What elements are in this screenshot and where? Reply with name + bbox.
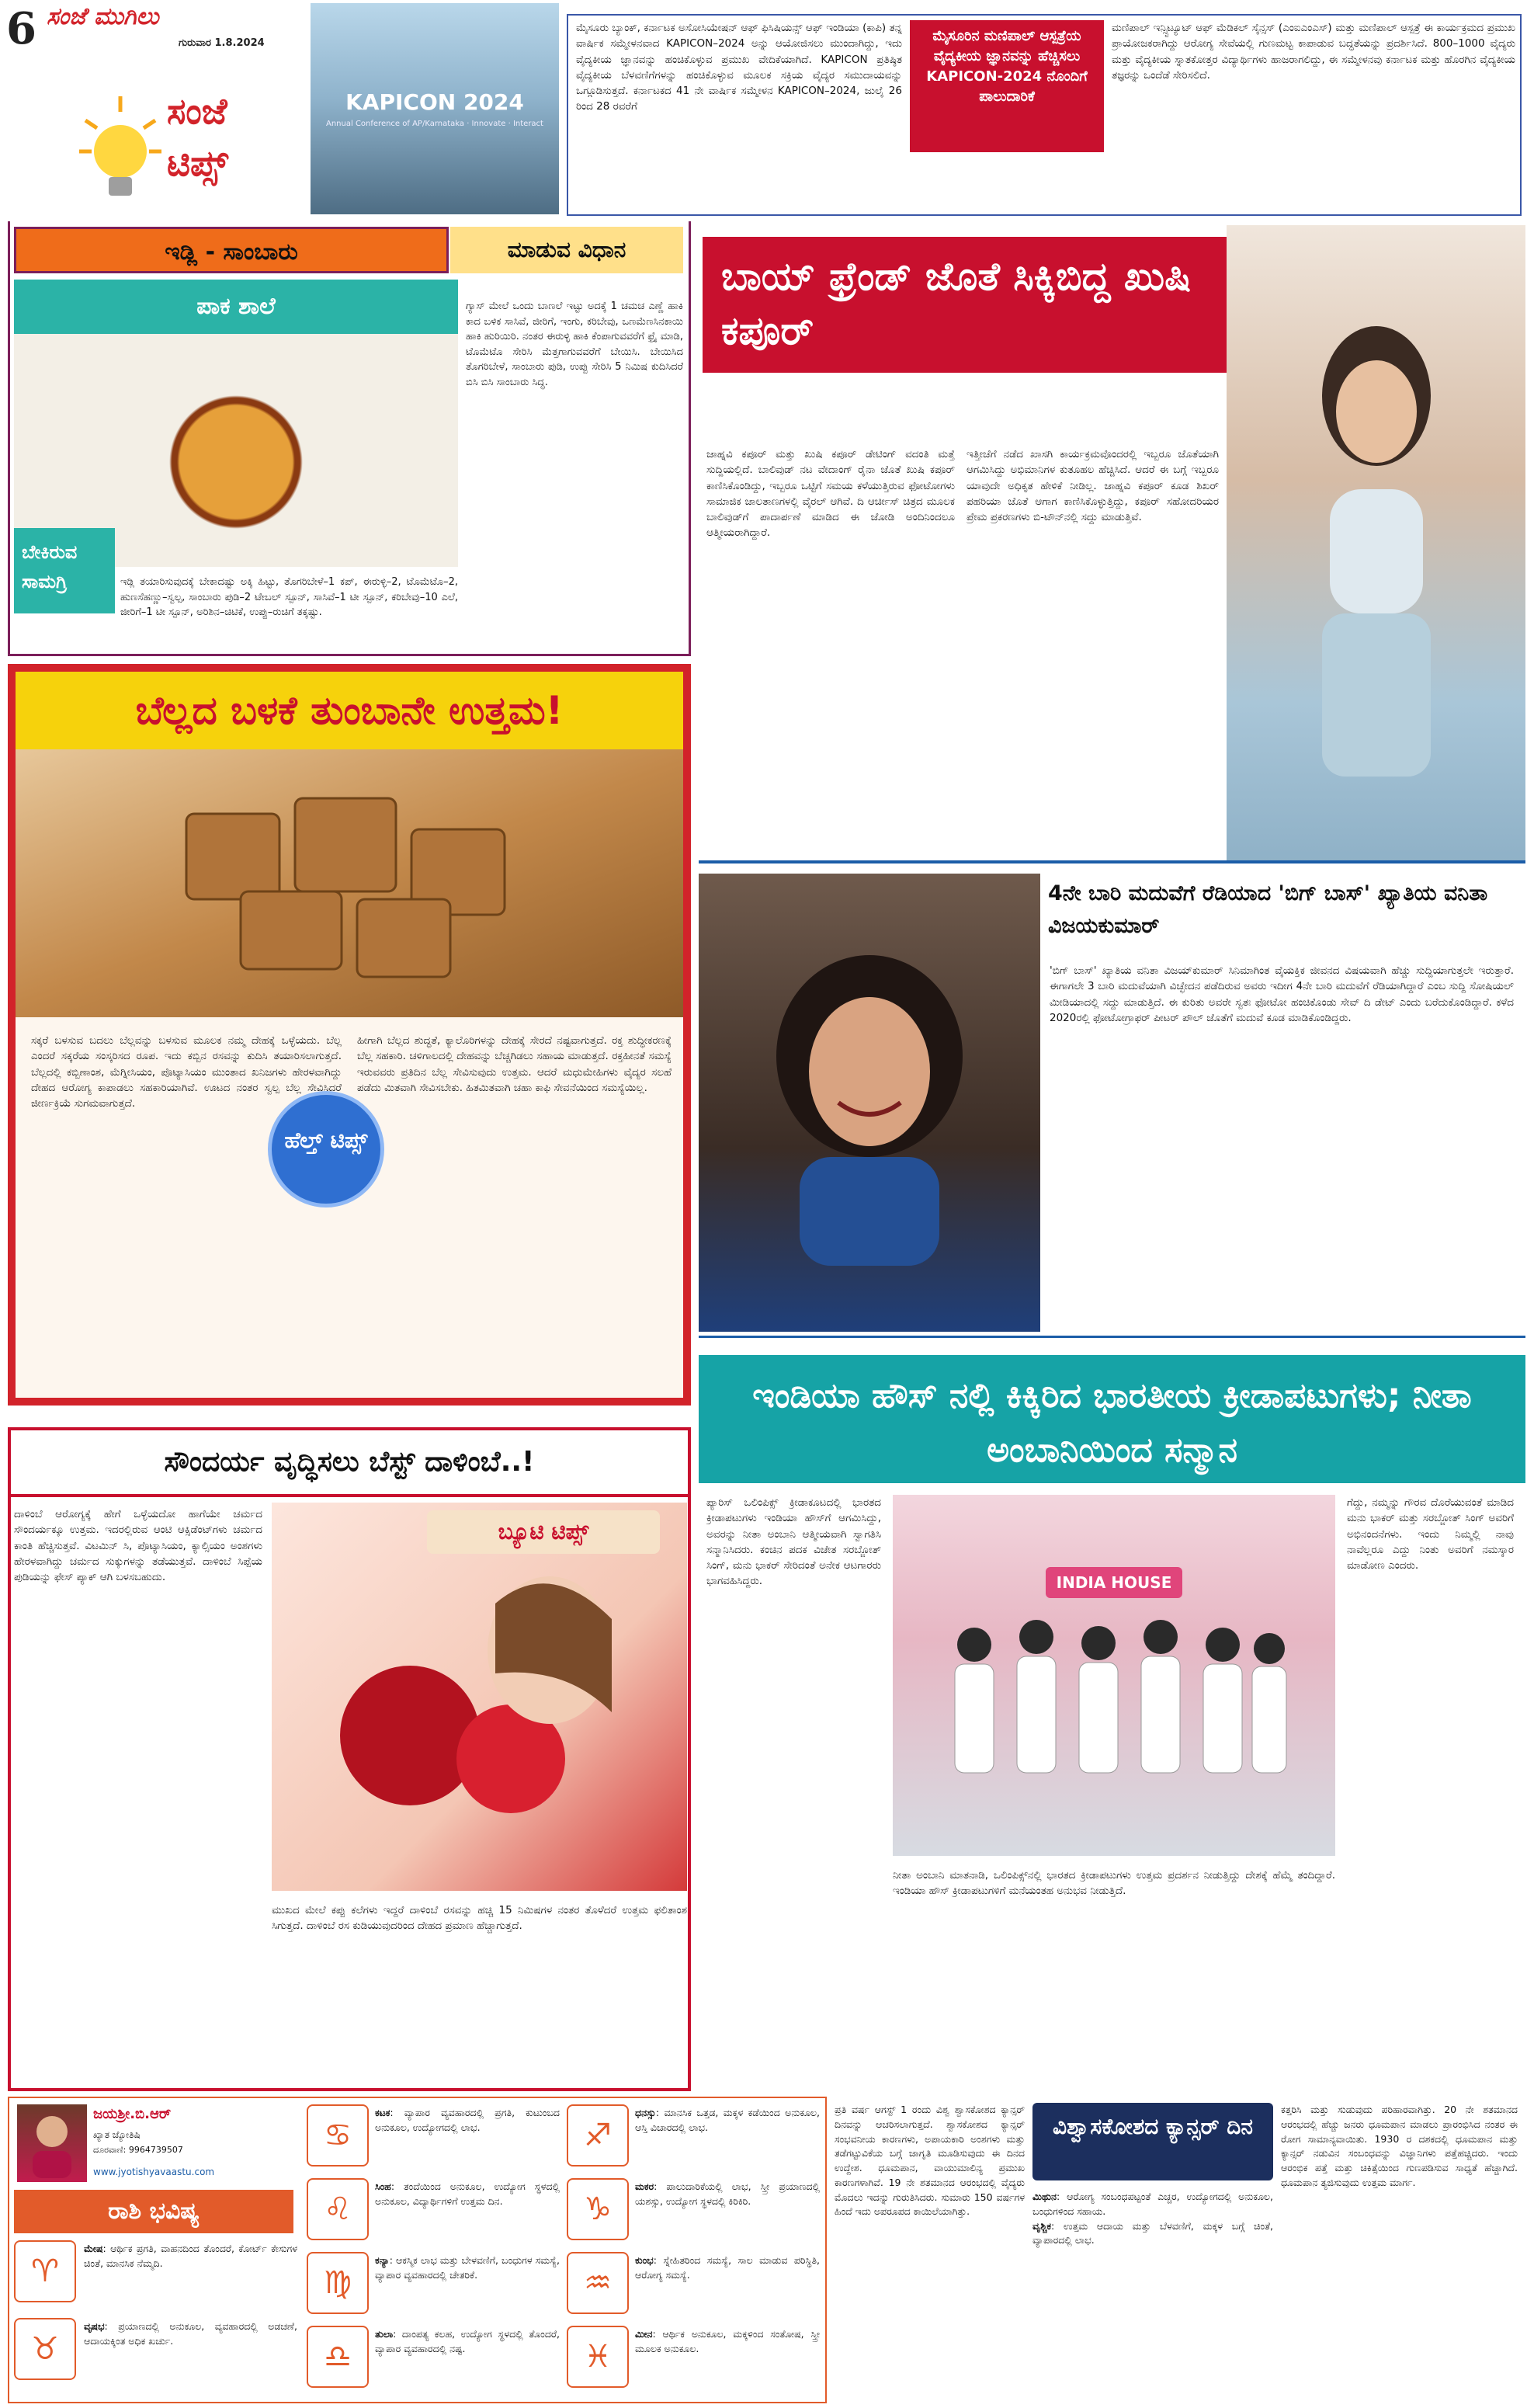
astrologer-avatar bbox=[17, 2104, 87, 2182]
section-title: ಸಂಜೆ ಟಿಪ್ಸ್ bbox=[167, 90, 228, 184]
astrologer-phone: ದೂರವಾಣಿ: 9964739507 bbox=[93, 2145, 183, 2155]
idli-ingredients: ಇಡ್ಲಿ ತಯಾರಿಸುವುದಕ್ಕೆ ಬೇಕಾದಷ್ಟು ಅಕ್ಕಿ ಹಿಟ್ಟು, ತೊಗರಿಬೇಳೆ–1 ಕಪ್, ಈರುಳ್ಳಿ–2, ಟೊಮೆಟೊ–2, ಹುಣಸೆಹಣ್ಣು–ಸ್ವಲ್ಪ, ಸಾಂಬಾರು ಪುಡಿ–2 ಟೇಬಲ್ ಸ್ಪೂನ್, ಸಾಸಿವೆ–1 ಟೀ ಸ್ಪೂನ್, ಕರಿಬೇವು–10 ಎಲೆ, ಜೀರಿಗೆ–1 ಟೀ ಸ್ಪೂನ್, ಅರಿಶಿನ–ಚಿಟಿಕೆ, ಉಪ್ಪು–ರುಚಿಗೆ ತಕ್ಕಷ್ಟು. bbox=[120, 576, 458, 618]
sign-leo bbox=[307, 2178, 563, 2250]
libra-text: ತುಲಾ: ದಾಂಪತ್ಯ ಕಲಹ, ಉದ್ಯೋಗ ಸ್ಥಳದಲ್ಲಿ ತೊಂದರೆ, ವ್ಯಾಪಾರ ವ್ಯವಹಾರದಲ್ಲಿ ನಷ್ಟ. bbox=[375, 2328, 560, 2354]
virgo-text: ಕನ್ಯಾ: ಆಕಸ್ಮಿಕ ಲಾಭ ಮತ್ತು ಬೇಳವಣಿಗೆ, ಬಂಧುಗಳ ಸಮಸ್ಯೆ, ವ್ಯಾಪಾರ ವ್ಯವಹಾರದಲ್ಲಿ ಚೇತರಿಕೆ. bbox=[375, 2254, 560, 2281]
health-tips-badge: ಹೆಲ್ತ್ ಟಿಪ್ಸ್ bbox=[268, 1091, 384, 1207]
pomegranate-headline: ಸೌಂದರ್ಯ ವೃದ್ಧಿಸಲು ಬೆಸ್ಟ್ ದಾಳಿಂಬೆ..! bbox=[8, 1427, 691, 1497]
sign-pisces bbox=[567, 2326, 823, 2397]
cancer-text: ಕಟಕ: ವ್ಯಾಪಾರ ವ್ಯವಹಾರದಲ್ಲಿ ಪ್ರಗತಿ, ಕುಟುಂಬದ ಅನುಕೂಲ, ಉದ್ಯೋಗದಲ್ಲಿ ಲಾಭ. bbox=[375, 2107, 560, 2133]
kapicon-headline: ಮೈಸೂರಿನ ಮಣಿಪಾಲ್ ಆಸ್ಪತ್ರೆಯ ವೈದ್ಯಕೀಯ ಜ್ಞಾನವನ್ನು ಹೆಚ್ಚಿಸಲು KAPICON-2024 ನೊಂದಿಗೆ ಪಾಲುದಾರಿಕೆ bbox=[910, 20, 1104, 152]
idli-title: ಇಡ್ಲಿ - ಸಾಂಬಾರು bbox=[14, 227, 449, 273]
idli-border bbox=[8, 221, 691, 656]
gemini-text: ಮಿಥುನ: ಆರೋಗ್ಯ ಸಂಬಂಧಪಟ್ಟಂತೆ ಎಚ್ಚರ, ಉದ್ಯೋಗದಲ್ಲಿ ಅನುಕೂಲ, ಬಂಧುಗಳಿಂದ ಸಹಾಯ. bbox=[1032, 2191, 1273, 2217]
jaggery-photo bbox=[16, 749, 683, 1017]
aries-text: ಮೇಷ: ಆರ್ಥಿಕ ಪ್ರಗತಿ, ವಾಹನದಿಂದ ತೊಂದರೆ, ಕೋರ್ಟ್ ಕೇಸುಗಳ ಚಿಂತೆ, ಮಾನಸಿಕ ನೆಮ್ಮದಿ. bbox=[84, 2243, 297, 2269]
khushi-photo bbox=[1227, 225, 1525, 862]
sign-virgo bbox=[307, 2252, 563, 2323]
idli-method: ಗ್ಯಾಸ್ ಮೇಲೆ ಒಂದು ಬಾಣಲೆ ಇಟ್ಟು ಅದಕ್ಕೆ 1 ಚಮಚ ಎಣ್ಣೆ ಹಾಕಿ ಕಾದ ಬಳಿಕ ಸಾಸಿವೆ, ಜೀರಿಗೆ, ಇಂಗು, ಕರಿಬೇವು, ಒಣಮೆಣಸಿನಕಾಯಿ ಹಾಕಿ ಹುರಿಯಿರಿ. ನಂತರ ಈರುಳ್ಳಿ ಹಾಕಿ ಕೆಂಪಾಗುವವರೆಗೆ ಫ್ರೈ ಮಾಡಿ, ಟೊಮೆಟೊ ಸೇರಿಸಿ ಮೆತ್ತಗಾಗುವವರೆಗೆ ಬೇಯಿಸಿ. ಬೇಯಿಸಿದ ತೊಗರಿಬೇಳೆ, ಸಾಂಬಾರು ಪುಡಿ, ಉಪ್ಪು ಸೇರಿಸಿ 5 ನಿಮಿಷ ಕುದಿಸಿದರೆ ಬಿಸಿ ಬಿಸಿ ಸಾಂಬಾರು ಸಿದ್ಧ. bbox=[466, 301, 683, 388]
india-house-col-1: ಪ್ಯಾರಿಸ್ ಒಲಿಂಪಿಕ್ಸ್ ಕ್ರೀಡಾಕೂಟದಲ್ಲಿ ಭಾರತದ ಕ್ರೀಡಾಪಟುಗಳು ಇಂಡಿಯಾ ಹೌಸ್‌ಗೆ ಆಗಮಿಸಿದ್ದು, ಅವರನ್ನು ನೀತಾ ಅಂಬಾನಿ ಆತ್ಮೀಯವಾಗಿ ಸ್ವಾಗತಿಸಿ ಸನ್ಮಾನಿಸಿದರು. ಕಂಚಿನ ಪದಕ ವಿಜೇತ ಸರಬ್ಜೋತ್ ಸಿಂಗ್, ಮನು ಭಾಕರ್ ಸೇರಿದಂತೆ ಅನೇಕ ಆಟಗಾರರು ಭಾಗವಹಿಸಿದ್ದರು. bbox=[706, 1496, 881, 1588]
banner-text: KAPICON 2024 bbox=[345, 89, 524, 115]
pomegranate-under-photo: ಮುಖದ ಮೇಲೆ ಕಪ್ಪು ಕಲೆಗಳು ಇದ್ದರೆ ದಾಳಿಂಬೆ ರಸವನ್ನು ಹಚ್ಚಿ 15 ನಿಮಿಷಗಳ ನಂತರ ತೊಳೆದರೆ ಉತ್ತಮ ಫಲಿತಾಂಶ ಸಿಗುತ್ತದೆ. ದಾಳಿಂಬೆ ರಸ ಕುಡಿಯುವುದರಿಂದ ದೇಹದ ಪ್ರಮಾಣ ಹೆಚ್ಚಾಗುತ್ತದೆ. bbox=[272, 1904, 687, 1933]
virgo-icon: ♍ bbox=[307, 2252, 369, 2314]
pisces-icon: ♓ bbox=[567, 2326, 629, 2388]
pomegranate-col: ದಾಳಿಂಬೆ ಆರೋಗ್ಯಕ್ಕೆ ಹೇಗೆ ಒಳ್ಳೆಯದೋ ಹಾಗೆಯೇ ಚರ್ಮದ ಸೌಂದರ್ಯಕ್ಕೂ ಉತ್ತಮ. ಇದರಲ್ಲಿರುವ ಆಂಟಿ ಆಕ್ಸಿಡೆಂಟ್‌ಗಳು ಚರ್ಮದ ಕಾಂತಿ ಹೆಚ್ಚಿಸುತ್ತವೆ. ವಿಟಮಿನ್ ಸಿ, ಪೊಟ್ಯಾಸಿಯಂ, ಕ್ಯಾಲ್ಸಿಯಂ ಅಂಶಗಳು ಹೇರಳವಾಗಿದ್ದು ಚರ್ಮದ ಸುಕ್ಕುಗಳನ್ನು ತಡೆಯುತ್ತವೆ. ದಾಳಿಂಬೆ ಸಿಪ್ಪೆಯ ಪುಡಿಯನ್ನು ಫೇಸ್ ಪ್ಯಾಕ್ ಆಗಿ ಬಳಸಬಹುದು. bbox=[14, 1508, 262, 1583]
issue-date: ಗುರುವಾರ 1.8.2024 bbox=[179, 37, 265, 49]
aquarius-icon: ♒ bbox=[567, 2252, 629, 2314]
sign-libra bbox=[307, 2326, 563, 2397]
kapicon-event-photo bbox=[311, 3, 559, 214]
jaggery-col-2: ಹೀಗಾಗಿ ಬೆಲ್ಲದ ಶುದ್ಧತೆ, ಕ್ಯಾಲೊರಿಗಳನ್ನು ದೇಹಕ್ಕೆ ಸೇರದೆ ನಷ್ಟವಾಗುತ್ತದೆ. ರಕ್ತ ಶುದ್ಧೀಕರಣಕ್ಕೆ ಬೆಲ್ಲ ಸಹಕಾರಿ. ಚಳಿಗಾಲದಲ್ಲಿ ದೇಹವನ್ನು ಬೆಚ್ಚಗಿಡಲು ಸಹಾಯ ಮಾಡುತ್ತದೆ. ರಕ್ತಹೀನತೆ ಸಮಸ್ಯೆ ಇರುವವರು ಪ್ರತಿದಿನ ಬೆಲ್ಲ ಸೇವಿಸುವುದು ಉತ್ತಮ. ಆದರೆ ಮಧುಮೇಹಿಗಳು ವೈದ್ಯರ ಸಲಹೆ ಪಡೆದು ಮಿತವಾಗಿ ಸೇವಿಸಬೇಕು. ಹಿತಮಿತವಾಗಿ ಚಹಾ ಕಾಫಿ ಸೇವನೆಯಿಂದ ಸಮಸ್ಯೆಯಿಲ್ಲ. bbox=[357, 1034, 672, 1094]
horoscope-title: ರಾಶಿ ಭವಿಷ್ಯ bbox=[14, 2190, 293, 2233]
khushi-col-2: ಇತ್ತೀಚೆಗೆ ನಡೆದ ಖಾಸಗಿ ಕಾರ್ಯಕ್ರಮವೊಂದರಲ್ಲಿ ಇಬ್ಬರೂ ಜೊತೆಯಾಗಿ ಆಗಮಿಸಿದ್ದು ಅಭಿಮಾನಿಗಳ ಕುತೂಹಲ ಹೆಚ್ಚಿಸಿದೆ. ಆದರೆ ಈ ಬಗ್ಗೆ ಇಬ್ಬರೂ ಯಾವುದೇ ಅಧಿಕೃತ ಹೇಳಿಕೆ ನೀಡಿಲ್ಲ. ಜಾಹ್ನವಿ ಕಪೂರ್ ಕೂಡ ಶಿಖರ್ ಪಹರಿಯಾ ಜೊತೆ ಆಗಾಗ ಕಾಣಿಸಿಕೊಳ್ಳುತ್ತಿದ್ದು, ಕಪೂರ್ ಸಹೋದರಿಯರ ಪ್ರೇಮ ಪ್ರಕರಣಗಳು ಬಿ-ಟೌನ್‌ನಲ್ಲಿ ಸದ್ದು ಮಾಡುತ್ತಿವೆ. bbox=[967, 448, 1219, 523]
bulb-icon bbox=[78, 93, 163, 202]
leo-text: ಸಿಂಹ: ತಂದೆಯಿಂದ ಅನುಕೂಲ, ಉದ್ಯೋಗ ಸ್ಥಳದಲ್ಲಿ ಅನುಕೂಲ, ವಿದ್ಯಾರ್ಥಿಗಳಿಗೆ ಉತ್ತಮ ದಿನ. bbox=[375, 2180, 560, 2207]
jaggery-headline: ಬೆಲ್ಲದ ಬಳಕೆ ತುಂಬಾನೇ ಉತ್ತಮ! bbox=[16, 672, 683, 749]
khushi-headline: ಬಾಯ್ ಫ್ರೆಂಡ್ ಜೊತೆ ಸಿಕ್ಕಿಬಿದ್ದ ಖುಷಿ ಕಪೂರ್ bbox=[703, 237, 1246, 373]
ingredients-label: ಬೇಕಿರುವ ಸಾಮಗ್ರಿ bbox=[14, 528, 115, 613]
cancer-headline: ವಿಶ್ವಾಸಕೋಶದ ಕ್ಯಾನ್ಸರ್ ದಿನ bbox=[1032, 2103, 1273, 2180]
india-house-under-photo: ನೀತಾ ಅಂಬಾನಿ ಮಾತನಾಡಿ, ಒಲಿಂಪಿಕ್ಸ್‌ನಲ್ಲಿ ಭಾರತದ ಕ್ರೀಡಾಪಟುಗಳು ಉತ್ತಮ ಪ್ರದರ್ಶನ ನೀಡುತ್ತಿದ್ದು ದೇಶಕ್ಕೆ ಹೆಮ್ಮೆ ತಂದಿದ್ದಾರೆ. ಇಂಡಿಯಾ ಹೌಸ್ ಕ್ರೀಡಾಪಟುಗಳಿಗೆ ಮನೆಯಂತಹ ಅನುಭವ ನೀಡುತ್ತಿದೆ. bbox=[893, 1869, 1335, 1898]
taurus-text: ವೃಷಭ: ಪ್ರಯಾಣದಲ್ಲಿ ಅನುಕೂಲ, ವ್ಯವಹಾರದಲ್ಲಿ ಅಡಚಣೆ, ಆದಾಯಕ್ಕಿಂತ ಅಧಿಕ ಖರ್ಚು. bbox=[84, 2320, 297, 2347]
idli-method-title: ಮಾಡುವ ವಿಧಾನ bbox=[450, 227, 683, 273]
aquarius-text: ಕುಂಭ: ಸ್ನೇಹಿತರಿಂದ ಸಮಸ್ಯೆ, ಸಾಲ ಮಾಡುವ ಪರಿಸ್ಥಿತಿ, ಆರೋಗ್ಯ ಸಮಸ್ಯೆ. bbox=[635, 2254, 820, 2281]
astrologer-role: ಖ್ಯಾತ ಜ್ಯೋತಿಷಿ bbox=[93, 2129, 141, 2140]
leo-icon: ♌ bbox=[307, 2178, 369, 2240]
sagittarius-icon: ♐ bbox=[567, 2104, 629, 2167]
cancer-col-mid bbox=[1032, 2190, 1273, 2399]
aries-icon: ♈ bbox=[14, 2240, 76, 2302]
kapicon-col-3: ಮಣಿಪಾಲ್ ಇನ್ಸ್ಟಿಟ್ಯೂಟ್ ಆಫ್ ಮೆಡಿಕಲ್ ಸೈನ್ಸಸ್ (ಎಂಐಎಂಎಸ್) ಮತ್ತು ಮಣಿಪಾಲ್ ಆಸ್ಪತ್ರೆ ಈ ಕಾರ್ಯಕ್ರಮದ ಪ್ರಮುಖ ಪ್ರಾಯೋಜಕರಾಗಿದ್ದು ಆರೋಗ್ಯ ಸೇವೆಯಲ್ಲಿ ಗುಣಮಟ್ಟ ಕಾಪಾಡುವ ಬದ್ಧತೆಯನ್ನು ಪ್ರದರ್ಶಿಸಿದೆ. 800–1000 ವೈದ್ಯರು ಮತ್ತು ವೈದ್ಯಕೀಯ ಸ್ನಾತಕೋತ್ತರ ವಿದ್ಯಾರ್ಥಿಗಳು ಹಾಜರಾಗಲಿದ್ದು, ಈ ಸಮ್ಮೇಳನವು ಕರ್ನಾಟಕ ಮತ್ತು ಹೊರಗಿನ ವೈದ್ಯಕೀಯ ತಜ್ಞರನ್ನು ಒಂದೆಡೆ ಸೇರಿಸಲಿದೆ. bbox=[1112, 22, 1515, 82]
sign-aries bbox=[14, 2240, 301, 2312]
vanitha-photo bbox=[699, 874, 1040, 1332]
taurus-icon: ♉ bbox=[14, 2318, 76, 2380]
cancer-col-1: ಪ್ರತಿ ವರ್ಷ ಆಗಸ್ಟ್ 1 ರಂದು ವಿಶ್ವ ಶ್ವಾಸಕೋಶದ ಕ್ಯಾನ್ಸರ್ ದಿನವನ್ನು ಆಚರಿಸಲಾಗುತ್ತದೆ. ಶ್ವಾಸಕೋಶದ ಕ್ಯಾನ್ಸರ್ ಸಂಭವನೀಯ ಕಾರಣಗಳು, ಅಪಾಯಕಾರಿ ಅಂಶಗಳು ಮತ್ತು ತಡೆಗಟ್ಟುವಿಕೆಯ ಬಗ್ಗೆ ಜಾಗೃತಿ ಮೂಡಿಸುವುದು ಈ ದಿನದ ಉದ್ದೇಶ. ಧೂಮಪಾನ, ವಾಯುಮಾಲಿನ್ಯ ಪ್ರಮುಖ ಕಾರಣಗಳಾಗಿವೆ. 19 ನೇ ಶತಮಾನದ ಆರಂಭದಲ್ಲಿ ವೈದ್ಯರು ಮೊದಲು ಇದನ್ನು ಗುರುತಿಸಿದರು. ಸುಮಾರು 150 ವರ್ಷಗಳ ಹಿಂದೆ ಇದು ಅಪರೂಪದ ಕಾಯಿಲೆಯಾಗಿತ್ತು. bbox=[835, 2104, 1025, 2218]
sign-aquarius bbox=[567, 2252, 823, 2323]
sign-cancer bbox=[307, 2104, 563, 2176]
capricorn-text: ಮಕರ: ಪಾಲುದಾರಿಕೆಯಲ್ಲಿ ಲಾಭ, ಸ್ತ್ರೀ ಪ್ರಯಾಣದಲ್ಲಿ ಯಶಸ್ಸು, ಉದ್ಯೋಗ ಸ್ಥಳದಲ್ಲಿ ಕಿರಿಕಿರಿ. bbox=[635, 2180, 820, 2207]
banner-subtext: Annual Conference of AP/Karnataka · Innovate · Interact bbox=[326, 120, 543, 128]
vanitha-rule bbox=[699, 1336, 1525, 1338]
sign-taurus bbox=[14, 2318, 301, 2389]
capricorn-icon: ♑ bbox=[567, 2178, 629, 2240]
india-house-headline: ಇಂಡಿಯಾ ಹೌಸ್ ನಲ್ಲಿ ಕಿಕ್ಕಿರಿದ ಭಾರತೀಯ ಕ್ರೀಡಾಪಟುಗಳು; ನೀತಾ ಅಂಬಾನಿಯಿಂದ ಸನ್ಮಾನ bbox=[699, 1355, 1525, 1483]
jaggery-col-1: ಸಕ್ಕರೆ ಬಳಸುವ ಬದಲು ಬೆಲ್ಲವನ್ನು ಬಳಸುವ ಮೂಲಕ ನಮ್ಮ ದೇಹಕ್ಕೆ ಒಳ್ಳೆಯದು. ಬೆಲ್ಲ ಎಂದರೆ ಸಕ್ಕರೆಯ ಸಂಸ್ಕರಿಸದ ರೂಪ. ಇದು ಕಬ್ಬಿನ ರಸವನ್ನು ಕುದಿಸಿ ತಯಾರಿಸಲಾಗುತ್ತದೆ. ಬೆಲ್ಲದಲ್ಲಿ ಕಬ್ಬಿಣಾಂಶ, ಮೆಗ್ನೀಸಿಯಂ, ಪೊಟ್ಯಾಸಿಯಂ ಮುಂತಾದ ಖನಿಜಗಳು ಹೇರಳವಾಗಿದ್ದು ದೇಹದ ಆರೋಗ್ಯ ಕಾಪಾಡಲು ಸಹಕಾರಿಯಾಗಿವೆ. ಊಟದ ನಂತರ ಸ್ವಲ್ಪ ಬೆಲ್ಲ ಸೇವಿಸಿದರೆ ಜೀರ್ಣಕ್ರಿಯೆ ಸುಗಮವಾಗುತ್ತದೆ. bbox=[31, 1034, 342, 1110]
vanitha-headline: 4ನೇ ಬಾರಿ ಮದುವೆಗೆ ರೆಡಿಯಾದ 'ಬಿಗ್ ಬಾಸ್' ಖ್ಯಾತಿಯ ವನಿತಾ ವಿಜಯಕುಮಾರ್ bbox=[1048, 881, 1488, 938]
brand-logo: ಸಂಜೆ ಮುಗಿಲು bbox=[47, 3, 159, 30]
scorpio-text: ವೃಶ್ಚಿಕ: ಉತ್ತಮ ಆದಾಯ ಮತ್ತು ಬೆಳವಣಿಗೆ, ಮಕ್ಕಳ ಬಗ್ಗೆ ಚಿಂತೆ, ವ್ಯಾಪಾರದಲ್ಲಿ ಲಾಭ. bbox=[1032, 2219, 1273, 2246]
india-house-sign: INDIA HOUSE bbox=[1046, 1567, 1183, 1598]
india-house-col-2: ಗೆದ್ದು, ನಮ್ಮನ್ನು ಗೌರವ ದೊರೆಯುವಂತೆ ಮಾಡಿದ ಮನು ಭಾಕರ್ ಮತ್ತು ಸರಬ್ಜೋತ್ ಸಿಂಗ್ ಅವರಿಗೆ ಅಭಿನಂದನೆಗಳು. ಇಂದು ನಿಮ್ಮಲ್ಲಿ ನಾವು ನಾವೆಲ್ಲರೂ ಎದ್ದು ನಿಂತು ಅವರಿಗೆ ನಮಸ್ಕಾರ ಮಾಡೋಣ ಎಂದರು. bbox=[1347, 1496, 1514, 1572]
astrologer-website[interactable]: www.jyotishyavaastu.com bbox=[93, 2167, 215, 2177]
libra-icon: ♎ bbox=[307, 2326, 369, 2388]
khushi-col-1: ಜಾಹ್ನವಿ ಕಪೂರ್ ಮತ್ತು ಖುಷಿ ಕಪೂರ್ ಡೇಟಿಂಗ್ ವದಂತಿ ಮತ್ತೆ ಸುದ್ದಿಯಲ್ಲಿದೆ. ಬಾಲಿವುಡ್ ನಟ ವೇದಾಂಗ್ ರೈನಾ ಜೊತೆ ಖುಷಿ ಕಪೂರ್ ಕಾಣಿಸಿಕೊಂಡಿದ್ದು, ಇಬ್ಬರೂ ಒಟ್ಟಿಗೆ ಸಮಯ ಕಳೆಯುತ್ತಿರುವ ಫೋಟೋಗಳು ಸಾಮಾಜಿಕ ಜಾಲತಾಣಗಳಲ್ಲಿ ವೈರಲ್ ಆಗಿವೆ. ದಿ ಆರ್ಚೀಸ್ ಚಿತ್ರದ ಮೂಲಕ ಬಾಲಿವುಡ್‌ಗೆ ಪಾದಾರ್ಪಣೆ ಮಾಡಿದ ಈ ಜೋಡಿ ಅಂದಿನಿಂದಲೂ ಆತ್ಮೀಯರಾಗಿದ್ದಾರೆ. bbox=[706, 448, 955, 540]
pisces-text: ಮೀನ: ಆರ್ಥಿಕ ಅನುಕೂಲ, ಮಕ್ಕಳಿಂದ ಸಂತೋಷ, ಸ್ತ್ರೀ ಮೂಲಕ ಅನುಕೂಲ. bbox=[635, 2328, 820, 2354]
sign-capricorn bbox=[567, 2178, 823, 2250]
astrologer-name: ಜಯಶ್ರೀ.ಬಿ.ಆರ್ bbox=[93, 2106, 172, 2122]
page-number: 6 bbox=[6, 3, 36, 53]
pomegranate-frame bbox=[8, 1497, 691, 2091]
sagittarius-text: ಧನಸ್ಸು: ಮಾನಸಿಕ ಒತ್ತಡ, ಮಕ್ಕಳ ಕಡೆಯಿಂದ ಅನುಕೂಲ, ಆಸ್ತಿ ವಿಚಾರದಲ್ಲಿ ಲಾಭ. bbox=[635, 2107, 820, 2133]
cancer-icon: ♋ bbox=[307, 2104, 369, 2167]
beauty-tips-badge: ಬ್ಯೂಟಿ ಟಿಪ್ಸ್ bbox=[427, 1510, 660, 1554]
khushi-rule bbox=[699, 860, 1525, 863]
vanitha-body: 'ಬಿಗ್ ಬಾಸ್' ಖ್ಯಾತಿಯ ವನಿತಾ ವಿಜಯ್‌ಕುಮಾರ್ ಸಿನಿಮಾಗಿಂತ ವೈಯಕ್ತಿಕ ಜೀವನದ ವಿಷಯವಾಗಿ ಹೆಚ್ಚು ಸುದ್ದಿಯಾಗುತ್ತಲೇ ಇರುತ್ತಾರೆ. ಈಗಾಗಲೇ 3 ಬಾರಿ ಮದುವೆಯಾಗಿ ವಿಚ್ಛೇದನ ಪಡೆದಿರುವ ಅವರು ಇದೀಗ 4ನೇ ಬಾರಿ ಮದುವೆಗೆ ರೆಡಿಯಾಗಿದ್ದಾರೆ ಎಂಬ ಸುದ್ದಿ ಸೋಷಿಯಲ್ ಮೀಡಿಯಾದಲ್ಲಿ ಸದ್ದು ಮಾಡುತ್ತಿದೆ. ಈ ಕುರಿತು ಅವರೇ ಸ್ವತಃ ಫೋಟೋ ಹಂಚಿಕೊಂಡು ಸೇವ್ ದಿ ಡೇಟ್ ಎಂದು ಬರೆದುಕೊಂಡಿದ್ದಾರೆ. ಕಳೆದ 2020ರಲ್ಲಿ ಫೋಟೋಗ್ರಾಫರ್ ಪೀಟರ್ ಪೌಲ್ ಜೊತೆಗೆ ಮದುವೆ ಕೂಡ ಮಾಡಿಕೊಂಡಿದ್ದರು. bbox=[1050, 964, 1514, 1024]
kapicon-col-1: ಮೈಸೂರು ಬ್ಯಾಂಕ್, ಕರ್ನಾಟಕ ಅಸೋಸಿಯೇಷನ್ ಆಫ್ ಫಿಸಿಷಿಯನ್ಸ್ ಆಫ್ ಇಂಡಿಯಾ (ಕಾಪಿ) ತನ್ನ ವಾರ್ಷಿಕ ಸಮ್ಮೇಳನವಾದ KAPICON–2024 ಅನ್ನು ಆಯೋಜಿಸಲು ಮುಂದಾಗಿದ್ದು, ಇದು ವೈದ್ಯಕೀಯ ಜ್ಞಾನವನ್ನು ಹಂಚಿಕೊಳ್ಳುವ ಪ್ರಮುಖ ವೇದಿಕೆಯಾಗಿದೆ. KAPICON ಪ್ರತಿಷ್ಠಿತ ವೈದ್ಯಕೀಯ ಬೆಳವಣಿಗೆಗಳನ್ನು ಹಂಚಿಕೊಳ್ಳುವ ಮೂಲಕ ಸಕ್ರಿಯ ವೈದ್ಯರ ಸಮುದಾಯವನ್ನು ಒಗ್ಗೂಡಿಸುತ್ತದೆ. ಕರ್ನಾಟಕದ 41 ನೇ ವಾರ್ಷಿಕ ಸಮ್ಮೇಳನ KAPICON–2024, ಜುಲೈ 26 ರಿಂದ 28 ರವರೆಗೆ bbox=[576, 22, 902, 113]
india-house-photo bbox=[893, 1495, 1335, 1856]
cancer-col-2: ಕತ್ತರಿಸಿ ಮತ್ತು ಸುಡುವುದು ಪರಿಹಾರವಾಗಿತ್ತು. 20 ನೇ ಶತಮಾನದ ಆರಂಭದಲ್ಲಿ ಹೆಚ್ಚು ಜನರು ಧೂಮಪಾನ ಮಾಡಲು ಪ್ರಾರಂಭಿಸಿದ ನಂತರ ಈ ರೋಗ ಸಾಮಾನ್ಯವಾಯಿತು. 1930 ರ ದಶಕದಲ್ಲಿ ಧೂಮಪಾನ ಮತ್ತು ಕ್ಯಾನ್ಸರ್ ನಡುವಿನ ಸಂಬಂಧವನ್ನು ವಿಜ್ಞಾನಿಗಳು ಪತ್ತೆಹಚ್ಚಿದರು. ಇಂದು ಆರಂಭಿಕ ಪತ್ತೆ ಮತ್ತು ಚಿಕಿತ್ಸೆಯಿಂದ ಗುಣಪಡಿಸುವ ಸಾಧ್ಯತೆ ಹೆಚ್ಚಾಗಿದೆ. ಧೂಮಪಾನ ತ್ಯಜಿಸುವುದು ಉತ್ತಮ ಮಾರ್ಗ. bbox=[1281, 2104, 1518, 2188]
idli-section-band: ಪಾಕ ಶಾಲೆ bbox=[14, 280, 458, 334]
sign-sagittarius bbox=[567, 2104, 823, 2176]
